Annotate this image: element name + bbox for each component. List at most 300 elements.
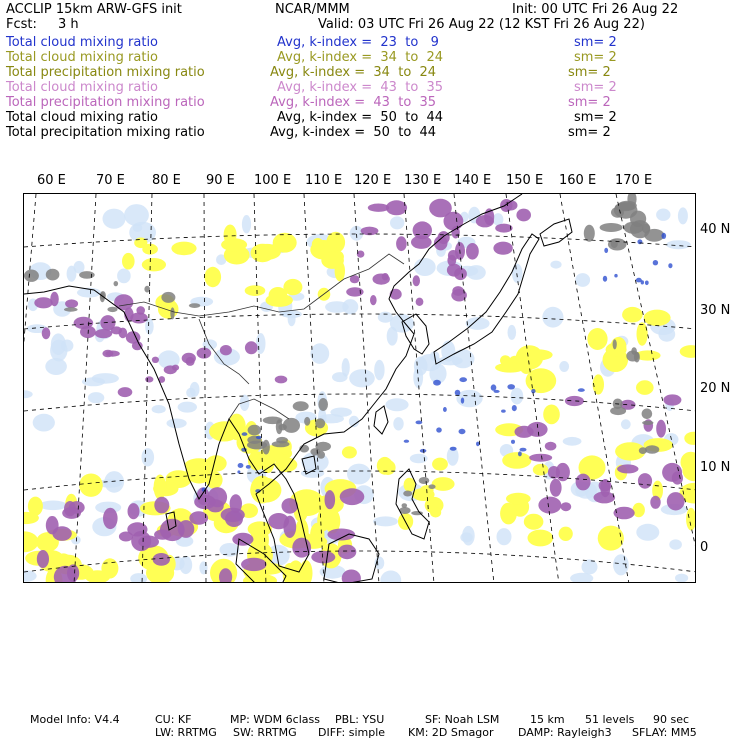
light-blue-cloud-patch (51, 333, 66, 355)
purple-precip-patch (667, 492, 685, 510)
light-blue-cloud-patch (390, 216, 404, 229)
light-blue-cloud-patch (678, 207, 688, 224)
light-blue-cloud-patch (142, 448, 155, 466)
yellow-cloud-patch (633, 503, 645, 518)
light-blue-cloud-patch (563, 437, 582, 446)
blue-cloud-streak (491, 384, 497, 390)
legend-avg-1: Avg, k-index = 34 to 24 (277, 50, 444, 65)
legend-sm-1: sm= 2 (574, 50, 617, 65)
legend-avg-5: Avg, k-index = 50 to 44 (277, 110, 444, 125)
footer-levels: 51 levels (585, 713, 635, 726)
gray-cloud-core (403, 491, 412, 497)
light-blue-cloud-patch (220, 543, 240, 557)
purple-precip-patch (178, 520, 195, 538)
gray-cloud-core (419, 477, 430, 484)
light-blue-cloud-patch (666, 240, 691, 249)
purple-precip-patch (208, 487, 227, 507)
blue-cloud-streak (433, 380, 441, 386)
blue-cloud-streak (614, 274, 617, 278)
gray-cloud-core (170, 307, 174, 319)
yellow-cloud-patch (79, 474, 103, 497)
blue-cloud-streak (246, 465, 251, 469)
purple-precip-patch (452, 286, 464, 296)
yellow-cloud-patch (593, 374, 604, 394)
purple-precip-patch (550, 479, 562, 497)
purple-precip-patch (52, 526, 71, 541)
blue-cloud-streak (668, 263, 672, 268)
gray-cloud-core (644, 229, 664, 242)
legend-name-1: Total cloud mixing ratio (6, 50, 159, 65)
purple-precip-patch (538, 497, 561, 514)
purple-precip-patch (500, 199, 512, 212)
gray-cloud-core (283, 418, 300, 433)
light-blue-cloud-patch (497, 528, 512, 545)
yellow-cloud-patch (598, 526, 624, 551)
gray-cloud-core (642, 409, 653, 420)
purple-precip-patch (413, 221, 432, 239)
footer-diff: DIFF: simple (318, 726, 386, 739)
gray-cloud-core (428, 484, 435, 489)
fcst-value: 3 h (58, 17, 79, 32)
purple-precip-patch (241, 558, 267, 571)
light-blue-cloud-patch (332, 372, 348, 382)
light-blue-cloud-patch (575, 273, 590, 287)
legend-sm-2: sm= 2 (568, 65, 611, 80)
blue-cloud-streak (604, 248, 608, 253)
footer-timestep: 90 sec (653, 713, 690, 726)
longitude-line (204, 194, 206, 583)
purple-precip-patch (268, 513, 289, 529)
legend-name-4: Total precipitation mixing ratio (6, 95, 205, 110)
footer-mp: MP: WDM 6class (230, 713, 320, 726)
light-blue-cloud-patch (414, 258, 436, 276)
lon-label-160: 160 E (559, 173, 597, 188)
light-blue-cloud-patch (124, 204, 149, 226)
light-blue-cloud-patch (508, 325, 517, 340)
purple-precip-patch (656, 420, 666, 438)
yellow-cloud-patch (432, 458, 448, 471)
gray-cloud-core (293, 401, 309, 411)
gray-cloud-core (600, 223, 623, 232)
light-blue-cloud-patch (621, 419, 631, 429)
purple-precip-patch (128, 503, 140, 519)
purple-precip-patch (152, 357, 159, 363)
legend-sm-5: sm= 2 (574, 110, 617, 125)
legend-name-3: Total cloud mixing ratio (6, 80, 159, 95)
purple-precip-patch (197, 348, 212, 359)
purple-precip-patch (325, 490, 336, 509)
light-blue-cloud-patch (88, 392, 104, 403)
light-blue-cloud-patch (393, 417, 403, 430)
purple-precip-patch (429, 199, 452, 218)
purple-precip-patch (221, 508, 245, 522)
purple-precip-patch (145, 376, 153, 382)
blue-cloud-streak (578, 388, 585, 392)
blue-cloud-streak (461, 398, 464, 404)
gray-cloud-core (630, 211, 646, 227)
blue-cloud-streak (511, 440, 515, 444)
yellow-cloud-patch (636, 380, 654, 395)
light-blue-cloud-patch (67, 266, 77, 282)
blue-cloud-streak (653, 260, 658, 265)
footer-sw: SW: RRTMG (233, 726, 297, 739)
yellow-cloud-patch (559, 527, 573, 541)
purple-precip-patch (390, 289, 402, 300)
light-blue-cloud-patch (178, 402, 197, 413)
lat-label-0: 0 (700, 540, 709, 555)
purple-precip-patch (37, 550, 49, 568)
yellow-cloud-patch (122, 253, 135, 270)
lon-label-130: 130 E (404, 173, 442, 188)
legend-avg-0: Avg, k-index = 23 to 9 (277, 35, 439, 50)
yellow-cloud-patch (142, 258, 166, 271)
purple-precip-patch (650, 496, 660, 509)
light-blue-cloud-patch (256, 333, 266, 354)
purple-precip-patch (34, 297, 52, 308)
init-time: Init: 00 UTC Fri 26 Aug 22 (512, 2, 679, 17)
footer-cu: CU: KF (155, 713, 192, 726)
purple-precip-patch (132, 341, 143, 350)
light-blue-cloud-patch (582, 559, 598, 574)
gray-cloud-core (24, 270, 39, 282)
gray-cloud-core (645, 445, 659, 454)
light-blue-cloud-patch (675, 574, 688, 583)
yellow-cloud-patch (680, 345, 696, 358)
light-blue-cloud-patch (301, 469, 324, 478)
gray-cloud-core (315, 442, 331, 451)
light-blue-cloud-patch (325, 301, 349, 313)
blue-cloud-streak (242, 432, 248, 436)
purple-precip-patch (413, 275, 420, 286)
purple-precip-patch (370, 295, 377, 305)
lat-label-40: 40 N (700, 222, 731, 237)
blue-cloud-streak (662, 233, 667, 239)
light-blue-cloud-patch (636, 524, 659, 541)
legend-avg-4: Avg, k-index = 43 to 35 (270, 95, 437, 110)
footer-resolution: 15 km (530, 713, 565, 726)
light-blue-cloud-patch (199, 561, 207, 574)
purple-precip-patch (495, 224, 512, 233)
lon-label-110: 110 E (305, 173, 343, 188)
purple-precip-patch (311, 551, 335, 564)
yellow-cloud-patch (587, 328, 607, 350)
field-layer (24, 194, 696, 583)
light-blue-cloud-patch (410, 454, 428, 463)
light-blue-cloud-patch (240, 395, 250, 411)
yellow-cloud-patch (502, 452, 531, 469)
yellow-cloud-patch (404, 478, 416, 492)
light-blue-cloud-patch (385, 398, 408, 411)
light-blue-cloud-patch (456, 390, 482, 407)
lon-label-70: 70 E (96, 173, 125, 188)
legend-name-6: Total precipitation mixing ratio (6, 125, 205, 140)
footer-model-version: Model Info: V4.4 (30, 713, 120, 726)
lon-label-60: 60 E (37, 173, 66, 188)
purple-precip-patch (548, 466, 560, 479)
yellow-cloud-patch (253, 244, 281, 260)
yellow-cloud-patch (185, 458, 214, 472)
legend-name-2: Total precipitation mixing ratio (6, 65, 205, 80)
light-blue-cloud-patch (330, 408, 352, 417)
legend-sm-3: sm= 2 (574, 80, 617, 95)
gray-cloud-core (272, 441, 290, 447)
yellow-cloud-patch (528, 530, 554, 547)
gray-cloud-core (611, 207, 624, 218)
blue-cloud-streak (636, 278, 642, 283)
yellow-cloud-patch (283, 279, 302, 295)
gray-cloud-core (161, 292, 175, 303)
light-blue-cloud-patch (186, 388, 195, 398)
yellow-cloud-patch (500, 503, 517, 525)
lat-label-30: 30 N (700, 303, 731, 318)
gray-cloud-core (626, 351, 639, 362)
footer-sflay: SFLAY: MM5 (632, 726, 697, 739)
light-blue-cloud-patch (380, 571, 401, 584)
blue-cloud-streak (459, 429, 466, 434)
gray-cloud-core (189, 303, 200, 308)
footer-km: KM: 2D Smagor (408, 726, 494, 739)
legend-name-5: Total cloud mixing ratio (6, 110, 159, 125)
longitude-line (354, 194, 379, 583)
gray-cloud-core (248, 425, 262, 436)
yellow-cloud-patch (171, 242, 196, 256)
purple-precip-patch (594, 492, 616, 504)
light-blue-cloud-patch (167, 419, 187, 429)
light-blue-cloud-patch (24, 390, 33, 398)
lon-label-150: 150 E (506, 173, 544, 188)
longitude-line (24, 194, 36, 583)
gray-cloud-core (304, 417, 310, 426)
blue-cloud-streak (603, 276, 607, 282)
light-blue-cloud-patch (542, 307, 563, 328)
gray-cloud-core (402, 503, 408, 508)
blue-cloud-streak (256, 436, 262, 439)
plot-title: ACCLIP 15km ARW-GFS init (6, 2, 182, 17)
purple-precip-patch (182, 353, 196, 364)
yellow-cloud-patch (412, 488, 434, 501)
light-blue-cloud-patch (511, 388, 524, 405)
lon-label-170: 170 E (615, 173, 653, 188)
blue-cloud-streak (531, 389, 535, 393)
fcst-label: Fcst: (6, 17, 37, 32)
map-frame (23, 193, 696, 583)
purple-precip-patch (103, 508, 118, 529)
purple-precip-patch (576, 474, 591, 491)
yellow-cloud-patch (543, 405, 560, 425)
yellow-cloud-patch (525, 349, 552, 360)
yellow-cloud-patch (644, 310, 671, 326)
blue-cloud-streak (645, 281, 649, 286)
purple-precip-patch (516, 209, 531, 222)
yellow-cloud-patch (430, 507, 441, 517)
purple-precip-patch (368, 204, 389, 212)
blue-cloud-streak (443, 407, 447, 412)
gray-cloud-core (262, 440, 270, 455)
purple-precip-patch (466, 243, 479, 260)
purple-precip-patch (153, 553, 170, 566)
light-blue-cloud-patch (152, 405, 166, 413)
purple-precip-patch (672, 471, 683, 484)
light-blue-cloud-patch (242, 215, 251, 233)
purple-precip-patch (220, 345, 232, 355)
legend-avg-3: Avg, k-index = 43 to 35 (277, 80, 444, 95)
light-blue-cloud-patch (656, 209, 670, 221)
light-blue-cloud-patch (349, 416, 359, 427)
legend-sm-4: sm= 2 (568, 95, 611, 110)
longitude-line (616, 194, 696, 583)
lon-label-100: 100 E (254, 173, 292, 188)
light-blue-cloud-patch (413, 366, 423, 388)
yellow-cloud-patch (380, 460, 395, 475)
gray-cloud-core (639, 447, 647, 454)
light-blue-cloud-patch (559, 361, 569, 372)
lon-label-80: 80 E (152, 173, 181, 188)
gray-cloud-core (315, 418, 325, 428)
yellow-cloud-patch (224, 225, 237, 245)
purple-precip-patch (561, 502, 572, 511)
gray-cloud-core (611, 239, 618, 248)
purple-precip-patch (102, 350, 113, 358)
light-blue-cloud-patch (373, 516, 398, 526)
purple-precip-patch (95, 329, 112, 338)
light-blue-cloud-patch (130, 573, 147, 583)
yellow-cloud-patch (312, 238, 324, 251)
yellow-cloud-patch (637, 322, 648, 346)
blue-cloud-streak (520, 448, 527, 452)
coastline-hokkaido (540, 219, 572, 246)
purple-precip-patch (154, 497, 169, 514)
legend-avg-6: Avg, k-index = 50 to 44 (270, 125, 437, 140)
valid-time: Valid: 03 UTC Fri 26 Aug 22 (12 KST Fri 26 Aug 22) (318, 17, 645, 32)
light-blue-cloud-patch (39, 501, 67, 511)
light-blue-cloud-patch (103, 209, 126, 229)
light-blue-cloud-patch (310, 343, 329, 364)
legend-name-0: Total cloud mixing ratio (6, 35, 159, 50)
light-blue-cloud-patch (512, 264, 523, 283)
gray-cloud-core (642, 421, 653, 425)
purple-precip-patch (529, 454, 552, 462)
yellow-cloud-patch (205, 267, 222, 287)
purple-precip-patch (119, 328, 128, 339)
coastline-taiwan (374, 406, 388, 434)
yellow-cloud-patch (684, 432, 696, 445)
lat-label-10: 10 N (700, 460, 731, 475)
purple-precip-patch (189, 511, 208, 525)
blue-cloud-streak (507, 384, 515, 389)
purple-precip-patch (617, 464, 638, 473)
light-blue-cloud-patch (349, 369, 375, 387)
yellow-cloud-patch (342, 446, 357, 458)
yellow-cloud-patch (245, 285, 266, 296)
lat-label-20: 20 N (700, 381, 731, 396)
purple-precip-patch (545, 442, 557, 451)
yellow-cloud-patch (321, 252, 344, 269)
purple-precip-patch (396, 236, 407, 251)
org-label: NCAR/MMM (275, 2, 350, 17)
light-blue-cloud-patch (374, 360, 384, 381)
light-blue-cloud-patch (460, 532, 472, 542)
gray-cloud-core (584, 225, 595, 242)
lon-label-120: 120 E (354, 173, 392, 188)
purple-precip-patch (373, 274, 390, 285)
purple-precip-patch (493, 242, 512, 255)
blue-cloud-streak (404, 440, 409, 443)
blue-cloud-streak (455, 390, 461, 396)
yellow-cloud-patch (42, 537, 56, 550)
footer-damp: DAMP: Rayleigh3 (518, 726, 612, 739)
purple-precip-patch (119, 532, 133, 542)
footer-pbl: PBL: YSU (335, 713, 385, 726)
purple-precip-patch (447, 264, 461, 277)
blue-cloud-streak (238, 463, 244, 468)
yellow-cloud-patch (300, 560, 313, 583)
blue-cloud-streak (512, 405, 517, 411)
blue-cloud-streak (518, 451, 522, 456)
purple-precip-patch (346, 287, 363, 296)
purple-precip-patch (42, 327, 51, 339)
lon-label-140: 140 E (454, 173, 492, 188)
purple-precip-patch (338, 545, 356, 560)
purple-precip-patch (565, 396, 584, 406)
light-blue-cloud-patch (613, 554, 629, 575)
purple-precip-patch (663, 394, 681, 405)
gray-cloud-core (318, 398, 328, 411)
map-canvas (24, 194, 696, 583)
light-blue-cloud-patch (669, 539, 682, 549)
yellow-cloud-patch (622, 307, 643, 323)
gray-cloud-core (613, 339, 617, 349)
blue-cloud-streak (459, 377, 467, 382)
yellow-cloud-patch (206, 471, 223, 489)
blue-cloud-streak (476, 442, 480, 447)
legend-sm-6: sm= 2 (568, 125, 611, 140)
gray-cloud-core (114, 281, 119, 286)
purple-precip-patch (245, 341, 258, 354)
legend-sm-0: sm= 2 (574, 35, 617, 50)
purple-precip-patch (447, 255, 456, 266)
footer-sf: SF: Noah LSM (425, 713, 500, 726)
purple-precip-patch (275, 376, 288, 384)
light-blue-cloud-patch (117, 269, 131, 284)
gray-cloud-core (107, 307, 117, 312)
lon-label-90: 90 E (206, 173, 235, 188)
light-blue-cloud-patch (33, 414, 55, 432)
gray-cloud-core (263, 417, 283, 425)
purple-precip-patch (65, 299, 78, 308)
gray-cloud-core (79, 271, 95, 279)
purple-precip-patch (340, 488, 365, 505)
yellow-cloud-patch (506, 493, 531, 505)
light-blue-cloud-patch (550, 261, 561, 269)
footer-lw: LW: RRTMG (155, 726, 217, 739)
legend-avg-2: Avg, k-index = 34 to 24 (270, 65, 437, 80)
blue-cloud-streak (436, 427, 442, 432)
yellow-cloud-patch (101, 558, 118, 578)
yellow-cloud-patch (686, 508, 696, 531)
purple-precip-patch (164, 365, 177, 374)
purple-precip-patch (118, 387, 133, 397)
purple-precip-patch (154, 530, 171, 540)
purple-precip-patch (638, 473, 652, 489)
gray-cloud-core (64, 307, 78, 311)
blue-cloud-streak (420, 449, 427, 453)
yellow-cloud-patch (432, 477, 455, 491)
purple-precip-patch (416, 298, 424, 306)
blue-cloud-streak (501, 410, 506, 413)
yellow-cloud-patch (524, 514, 544, 530)
purple-precip-patch (232, 533, 253, 546)
yellow-cloud-patch (495, 363, 525, 373)
